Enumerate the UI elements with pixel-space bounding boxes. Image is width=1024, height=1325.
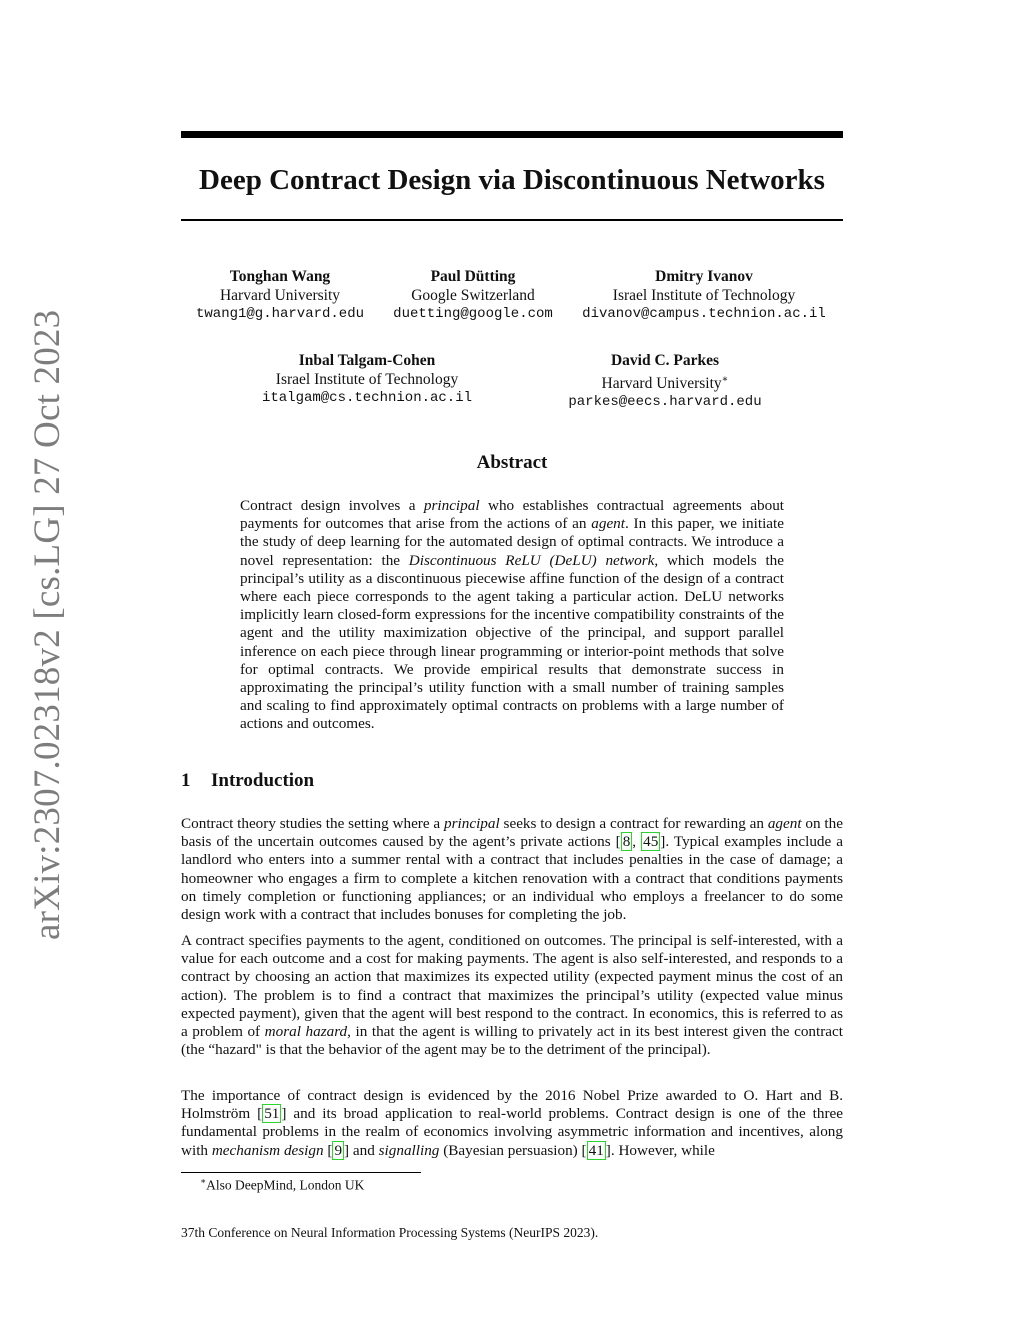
paper-title: Deep Contract Design via Discontinuous Networks: [199, 164, 825, 196]
intro-paragraph: Contract theory studies the setting where a principal seeks to design a contract for rewarding an agent on the basis of the uncertain outcomes caused by the agent’s private actions [ 8 , 45 ]. Typical examples include a landlord who enters into a summer rental with a contract that includes penalties in the case of damage; a homeowner who engages a firm to complete a kitchen renovation with a contract that conditions payments on timely completion or functioning appliances; or an individual who employs a freelancer to do some design work with a contract that includes bonuses for completing the job.: [181, 815, 844, 924]
intro-paragraph: The importance of contract design is evidenced by the 2016 Nobel Prize awarded to O. Hart and B. Holmström [ 51 ] and its broad application to real-world problems. Contract design is one of the three fundamental problems in the realm of economics involving asymmetric information and incentives, along with mechanism design [ 9 ] and signalling (Bayesian persuasion) [ 41 ]. However, while: [181, 1087, 843, 1159]
author-name: Inbal Talgam-Cohen: [298, 352, 436, 369]
section-heading-introduction: 1 Introduction: [181, 770, 315, 791]
author-name: David C. Parkes: [610, 352, 720, 369]
citation-link[interactable]: 41: [588, 1141, 604, 1159]
abstract-text: Contract design involves a principal who establishes contractual agreements about payments for outcomes that arise from the actions of an agent. In this paper, we initiate the study of deep learning for the automated design of optimal contracts. We introduce a novel representation: the Discontinuous ReLU (DeLU) network, which models the principal’s utility as a discontinuous piecewise affine function of the design of a contract where each piece corresponds to the agent taking a particular action. DeLU networks implicitly learn closed-form expressions for the incentive compatibility constraints of the agent and the utility maximization objective of the principal, and support parallel inference on each piece through linear programming or interior-point methods that solve for optimal contracts. We provide empirical results that demonstrate success in approximating the principal’s utility function with a small number of training samples and scaling to find approximately optimal contracts on problems with a large number of actions and outcomes.: [240, 497, 785, 733]
venue-note: 37th Conference on Neural Information Processing Systems (NeurIPS 2023).: [181, 1225, 599, 1240]
arxiv-identifier: [26, 309, 68, 940]
author-affiliation: Google Switzerland: [411, 287, 535, 304]
author-affiliation: Israel Institute of Technology: [612, 287, 796, 304]
footnote-rule: [181, 1172, 421, 1173]
author-email[interactable]: parkes@eecs.harvard.edu: [568, 394, 762, 411]
citation-link[interactable]: 51: [264, 1105, 280, 1123]
footnote-text: Also DeepMind, London UK: [206, 1177, 365, 1193]
author-name: Paul Dütting: [430, 268, 516, 285]
author-email[interactable]: duetting@google.com: [393, 306, 553, 322]
author-block: [190, 267, 370, 324]
author-block: [570, 267, 838, 324]
author-block: [247, 351, 487, 408]
author-affiliation: Israel Institute of Technology: [275, 371, 459, 388]
author-block: [555, 351, 775, 412]
author-email[interactable]: italgam@cs.technion.ac.il: [261, 390, 473, 406]
footnote: [200, 1176, 364, 1194]
title-rule-bottom: [181, 219, 843, 221]
author-name: Tonghan Wang: [229, 268, 331, 285]
citation-link[interactable]: 8: [622, 833, 631, 851]
author-name: Dmitry Ivanov: [655, 268, 753, 285]
arxiv-identifier-text: arXiv:2307.02318v2 [cs.LG] 27 Oct 2023: [27, 309, 68, 940]
author-affiliation: Harvard University: [219, 287, 341, 304]
intro-paragraph: A contract specifies payments to the agent, conditioned on outcomes. The principal is self-interested, with a value for each outcome and a cost for making payments. The agent is also self-interested, and responds to a contract by choosing an action that maximizes its expected utility (expected payment minus the cost of an action). The problem is to find a contract that maximizes the principal’s utility (expected value minus expected payment), given that the agent will best respond to the contract. In economics, this is referred to as a problem of moral hazard, in that the agent is willing to privately act in its best interest given the contract (the “hazard" is that the behavior of the agent may be to the detriment of the principal).: [181, 932, 843, 1059]
citation-link[interactable]: 45: [643, 833, 659, 851]
author-email[interactable]: twang1@g.harvard.edu: [195, 306, 365, 322]
author-email[interactable]: divanov@campus.technion.ac.il: [582, 306, 826, 322]
author-affiliation: Harvard University∗: [601, 374, 729, 393]
citation-link[interactable]: 9: [334, 1141, 343, 1159]
abstract-heading: Abstract: [476, 452, 548, 473]
footnote-mark: ∗: [200, 1176, 207, 1186]
author-block: [383, 267, 563, 324]
title-rule-top: [181, 131, 843, 138]
affiliation-footnote-mark: ∗: [721, 374, 729, 385]
